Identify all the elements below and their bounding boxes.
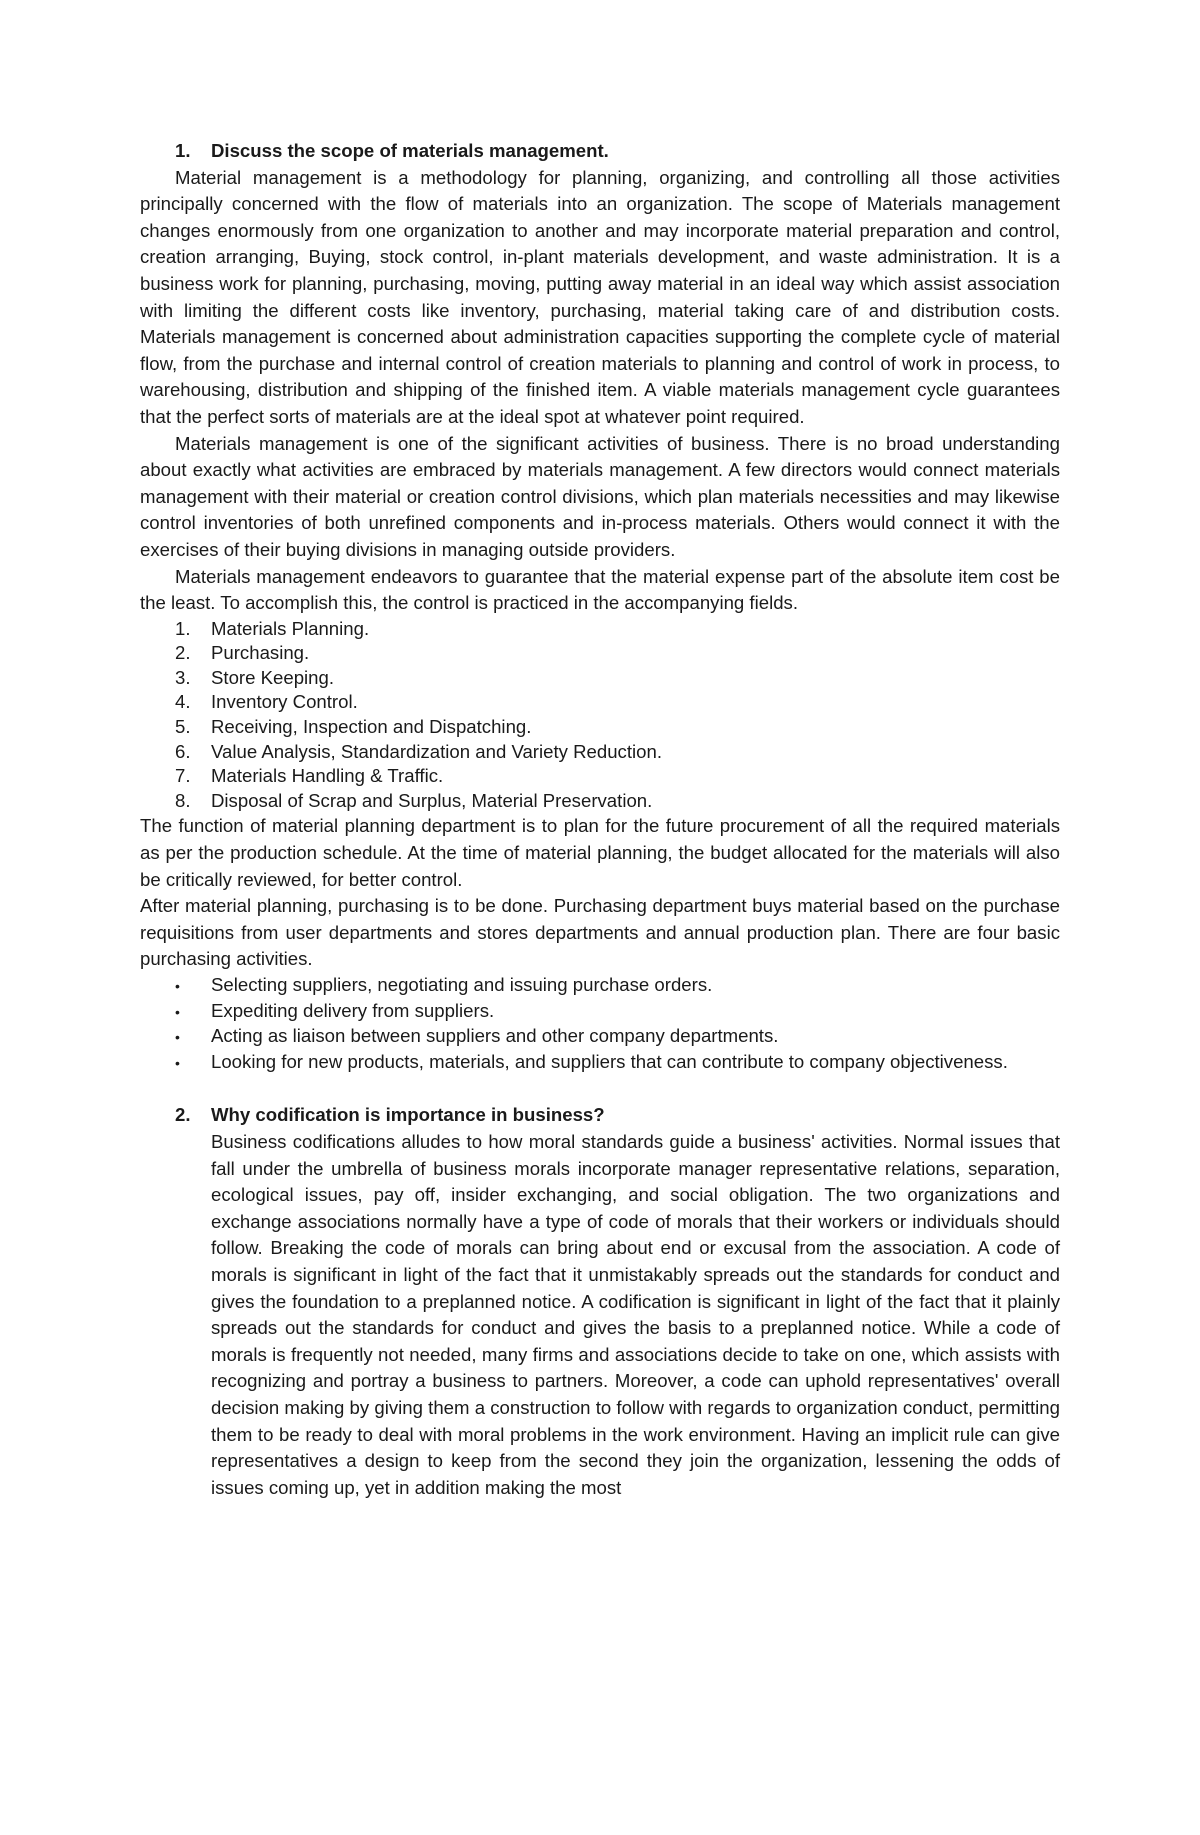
- section1-title: Discuss the scope of materials management.: [211, 140, 609, 161]
- list-number: 1.: [175, 617, 191, 639]
- list-item-text: Selecting suppliers, negotiating and issuing purchase orders.: [211, 974, 713, 995]
- document-page: [140, 138, 1060, 1501]
- list-item-text: Acting as liaison between suppliers and other company departments.: [211, 1025, 779, 1047]
- list-item-text: Disposal of Scrap and Surplus, Material Preservation.: [211, 789, 653, 811]
- list-item: [140, 641, 1060, 666]
- list-number: 5.: [175, 716, 191, 738]
- section1-number: 1.: [175, 140, 191, 161]
- bullet-icon: •: [175, 1003, 180, 1020]
- section2-number: 2.: [175, 1104, 191, 1126]
- list-item-text: Purchasing.: [211, 642, 310, 664]
- list-item-text: Receiving, Inspection and Dispatching.: [211, 716, 532, 738]
- section2-paragraph: Business codifications alludes to how moral standards guide a business' activities. Normal issues that fall under the umbrella of business morals incorporate manager representative relations, separation, ecological issues, pay off, insider exchanging, and social obligation. The two organizations and exchange associations normally have a type of code of morals that their workers or individuals should follow. Breaking the code of morals can bring about end or excusal from the association. A code of morals is significant in light of the fact that it unmistakably spreads out the standards for conduct and gives the foundation to a preplanned notice. A codification is significant in light of the fact that it plainly spreads out the standards for conduct and gives the basis to a preplanned notice. While a code of morals is frequently not needed, many firms and associations decide to take on one, which assists with recognizing and portray a business to partners. Moreover, a code can uphold representatives' overall decision making by giving them a construction to follow with regards to organization conduct, permitting them to be ready to deal with moral problems in the work environment. Having an implicit rule can give representatives a design to keep from the second they join the organization, lessening the odds of issues coming up, yet in addition making the most: [211, 1130, 1060, 1498]
- fields-list: [140, 617, 1060, 814]
- activities-list: [140, 973, 1060, 1075]
- section2-heading: [175, 1102, 1060, 1129]
- list-number: 8.: [175, 789, 191, 811]
- list-item-text: Value Analysis, Standardization and Variety Reduction.: [211, 740, 662, 762]
- section1-paragraph-1: Material management is a methodology for planning, organizing, and controlling all those activities principally concerned with the flow of materials into an organization. The scope of Materials management changes enormously from one organization to another and may incorporate material preparation and control, creation arranging, Buying, stock control, in-plant materials development, and waste administration. It is a business work for planning, purchasing, moving, putting away material in an ideal way which assist association with limiting the different costs like inventory, purchasing, material taking care of and distribution costs. Materials management is concerned about administration capacities supporting the complete cycle of material flow, from the purchase and internal control of creation materials to planning and control of work in process, to warehousing, distribution and shipping of the finished item. A viable materials management cycle guarantees that the perfect sorts of materials are at the ideal spot at whatever point required.: [140, 166, 1060, 427]
- bullet-icon: •: [175, 1029, 180, 1046]
- list-item-text: Store Keeping.: [211, 666, 335, 688]
- bullet-icon: •: [175, 1054, 180, 1071]
- section2: [175, 1102, 1060, 1501]
- section1-paragraph-3: Materials management endeavors to guarantee that the material expense part of the absolute item cost be the least. To accomplish this, the control is practiced in the accompanying fields.: [140, 565, 1060, 614]
- list-item-text: Expediting delivery from suppliers.: [211, 999, 495, 1021]
- list-item-text: Materials Handling & Traffic.: [211, 765, 444, 787]
- list-item: [140, 789, 1060, 814]
- list-item: [140, 1050, 1060, 1076]
- bullet-icon: •: [175, 978, 180, 994]
- list-item-text: Materials Planning.: [211, 617, 370, 639]
- list-number: 2.: [175, 642, 191, 664]
- section-spacer: [140, 1075, 1060, 1102]
- list-item: [140, 764, 1060, 789]
- section2-title: Why codification is importance in business?: [211, 1104, 605, 1126]
- list-number: 7.: [175, 765, 191, 787]
- section1-heading: [140, 138, 1060, 165]
- list-item-text: Looking for new products, materials, and suppliers that can contribute to company objectiveness.: [211, 1050, 1008, 1072]
- section1-paragraph-2: Materials management is one of the significant activities of business. There is no broad understanding about exactly what activities are embraced by materials management. A few directors would connect materials management with their material or creation control divisions, which plan materials necessities and may likewise control inventories of both unrefined components and in-process materials. Others would connect it with the exercises of their buying divisions in managing outside providers.: [140, 432, 1060, 560]
- list-item: [140, 740, 1060, 765]
- list-item: [140, 617, 1060, 642]
- list-item: [140, 666, 1060, 691]
- list-item: [140, 715, 1060, 740]
- list-number: 3.: [175, 666, 191, 688]
- list-number: 6.: [175, 740, 191, 762]
- list-number: 4.: [175, 691, 191, 713]
- purchasing-paragraph: After material planning, purchasing is to be done. Purchasing department buys material based on the purchase requisitions from user departments and stores departments and annual production plan. There are four basic purchasing activities.: [140, 895, 1060, 970]
- list-item: [140, 973, 1060, 999]
- planning-paragraph: The function of material planning department is to plan for the future procurement of all the required materials as per the production schedule. At the time of material planning, the budget allocated for the materials will also be critically reviewed, for better control.: [140, 815, 1060, 890]
- list-item: [140, 1024, 1060, 1050]
- list-item: [140, 999, 1060, 1025]
- list-item-text: Inventory Control.: [211, 691, 358, 713]
- list-item: [140, 690, 1060, 715]
